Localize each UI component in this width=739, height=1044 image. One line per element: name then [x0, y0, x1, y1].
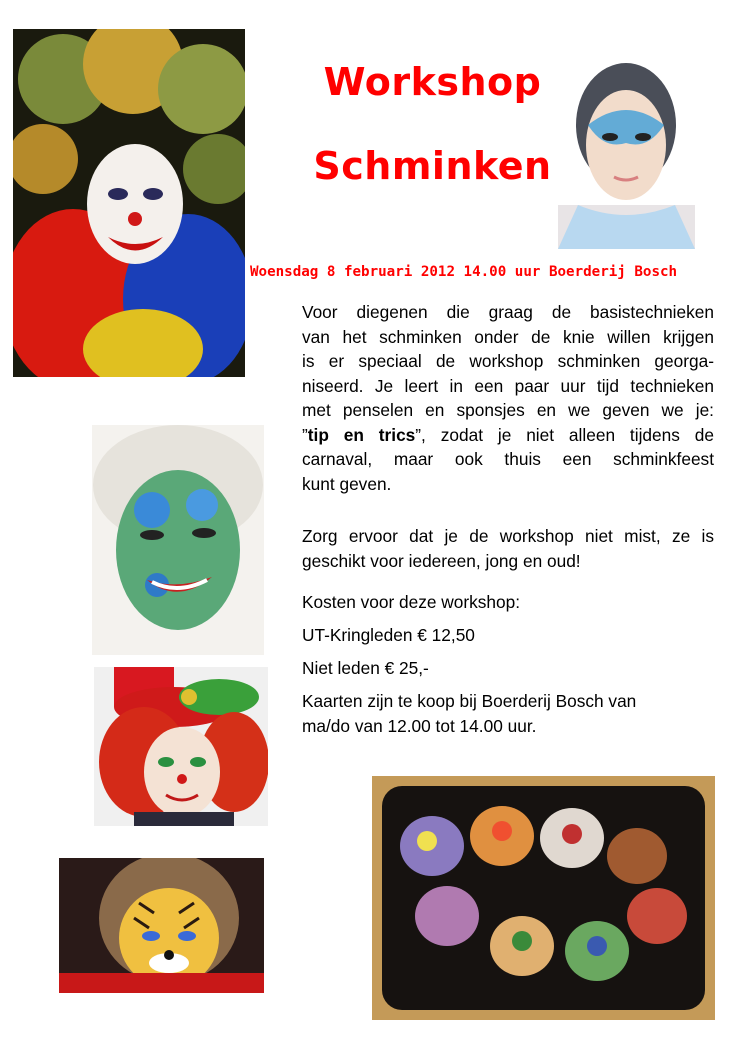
title-line-2: Schminken [313, 144, 552, 188]
intro-line: met penselen en sponsjes en we geven we je: [302, 400, 714, 420]
face-paint-photo-top-right [558, 55, 695, 249]
intro-line: is er speciaal de workshop schminken georga- [302, 351, 714, 371]
tickets-line: Kaarten zijn te koop bij Boerderij Bosch van [302, 691, 637, 711]
intro-line: carnaval, maar ook thuis een schminkfeest [302, 449, 714, 469]
intro-line: Voor diegenen die graag de basistechnieken [302, 302, 714, 322]
clown-hat-photo [94, 667, 268, 826]
tiger-face-paint-photo [59, 858, 264, 993]
paragraph-2 [302, 524, 714, 573]
tip-en-trics: tip en trics [307, 424, 416, 445]
green-face-paint-photo [92, 425, 264, 655]
price-members: UT-Kringleden € 12,50 [302, 625, 475, 645]
title-line-1: Workshop [323, 60, 542, 104]
intro-line: van het schminken onder de knie willen krijgen [302, 326, 714, 347]
intro-line: niseerd. Je leert in een paar uur tijd technieken [302, 375, 714, 396]
quote-rest: ”, zodat je niet alleen tijdens de [415, 424, 714, 445]
group-face-paint-photo [372, 776, 715, 1020]
intro-paragraph [302, 300, 714, 496]
price-nonmembers: Niet leden € 25,- [302, 658, 429, 678]
tickets-line: ma/do van 12.00 tot 14.00 uur. [302, 715, 537, 736]
clown-photo-top-left [13, 29, 245, 377]
costs-heading: Kosten voor deze workshop: [302, 592, 521, 612]
paragraph-2-line: Zorg ervoor dat je de workshop niet mist, ze is [302, 526, 714, 546]
intro-line: kunt geven. [302, 473, 392, 494]
event-date-location: Woensdag 8 februari 2012 14.00 uur Boerderij Bosch [250, 264, 678, 280]
quote-open: ” [302, 424, 308, 445]
paragraph-2-line: geschikt voor iedereen, jong en oud! [302, 550, 581, 571]
intro-line [302, 423, 714, 448]
tickets-info [302, 689, 714, 738]
